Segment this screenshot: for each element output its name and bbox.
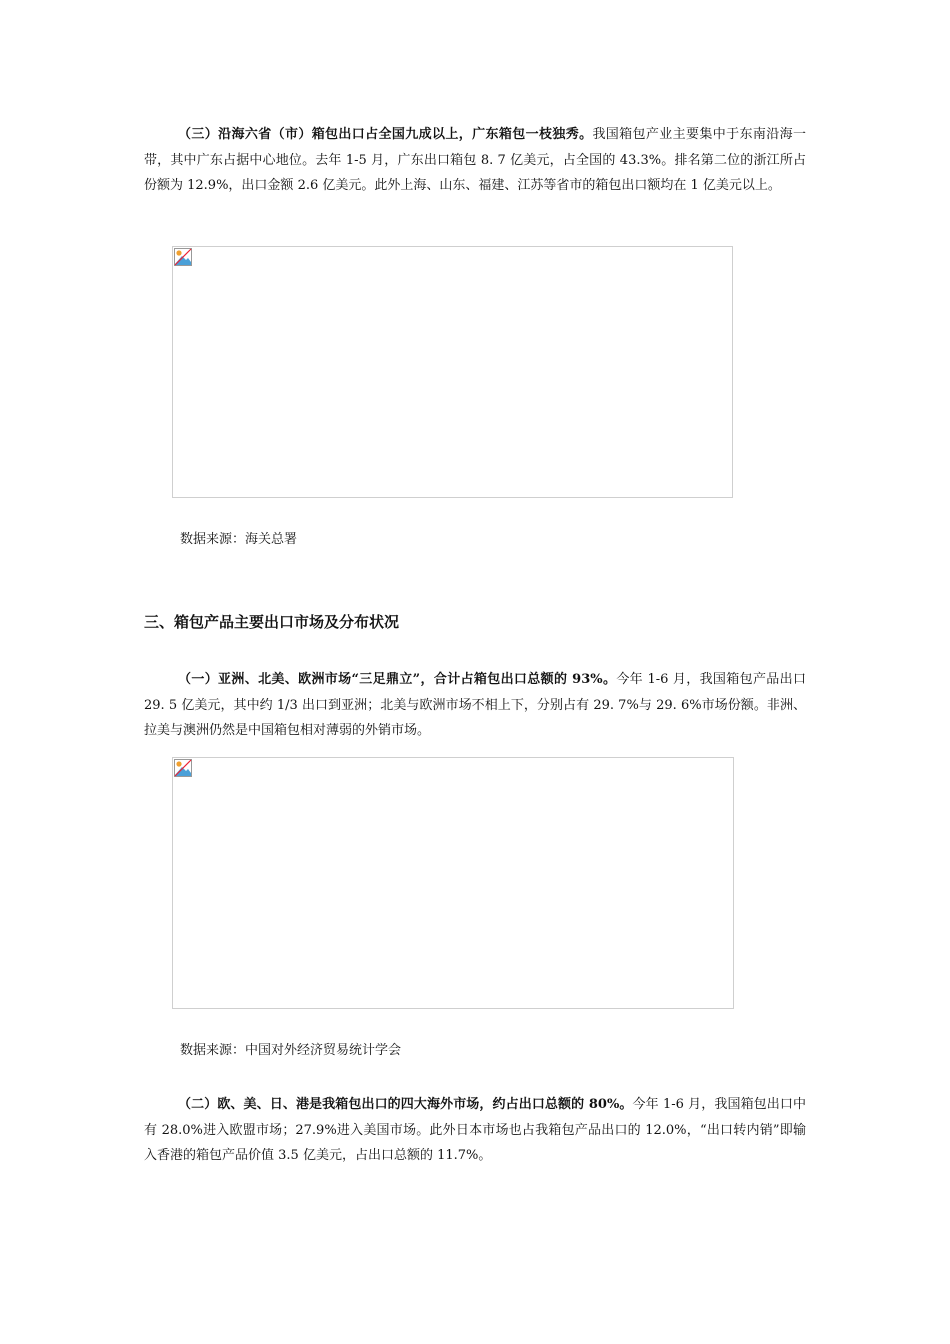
section3-lead: （三）沿海六省（市）箱包出口占全国九成以上，广东箱包一枝独秀。 [178, 127, 593, 142]
broken-image-icon [174, 759, 192, 777]
image-placeholder-1 [172, 246, 733, 498]
market2-body: 今年 1-6 月，我国箱包出口中有 28.0%进入欧盟市场；27.9%进入美国市场。此外日本市场也占我箱包产品出口的 12.0%，“出口转内销”即输入香港的箱包产品价值 3.5 亿美元，占出口总额的 11.7%。 [144, 1097, 806, 1163]
image-1-source: 数据来源：海关总署 [180, 532, 298, 547]
section3-paragraph [144, 122, 806, 199]
image-2-source: 数据来源：中国对外经济贸易统计学会 [180, 1043, 402, 1058]
market1-paragraph [144, 667, 806, 744]
section3-body: 我国箱包产业主要集中于东南沿海一带，其中广东占据中心地位。去年 1-5 月，广东出口箱包 8. 7 亿美元，占全国的 43.3%。排名第二位的浙江所占份额为 12.9%，出口金额 2.6 亿美元。此外上海、山东、福建、江苏等省市的箱包出口额均在 1 亿美元以上。 [144, 127, 806, 193]
image-placeholder-2 [172, 757, 734, 1009]
market1-lead: （一）亚洲、北美、欧洲市场“三足鼎立”，合计占箱包出口总额的 93%。 [178, 672, 617, 687]
broken-image-icon [174, 248, 192, 266]
section-heading: 三、箱包产品主要出口市场及分布状况 [144, 613, 400, 631]
market2-paragraph [144, 1092, 806, 1169]
market1-body: 今年 1-6 月，我国箱包产品出口 29. 5 亿美元，其中约 1/3 出口到亚洲；北美与欧洲市场不相上下，分别占有 29. 7%与 29. 6%市场份额。非洲、拉美与澳洲仍然是中国箱包相对薄弱的外销市场。 [144, 672, 806, 738]
market2-lead: （二）欧、美、日、港是我箱包出口的四大海外市场，约占出口总额的 80%。 [178, 1097, 633, 1112]
